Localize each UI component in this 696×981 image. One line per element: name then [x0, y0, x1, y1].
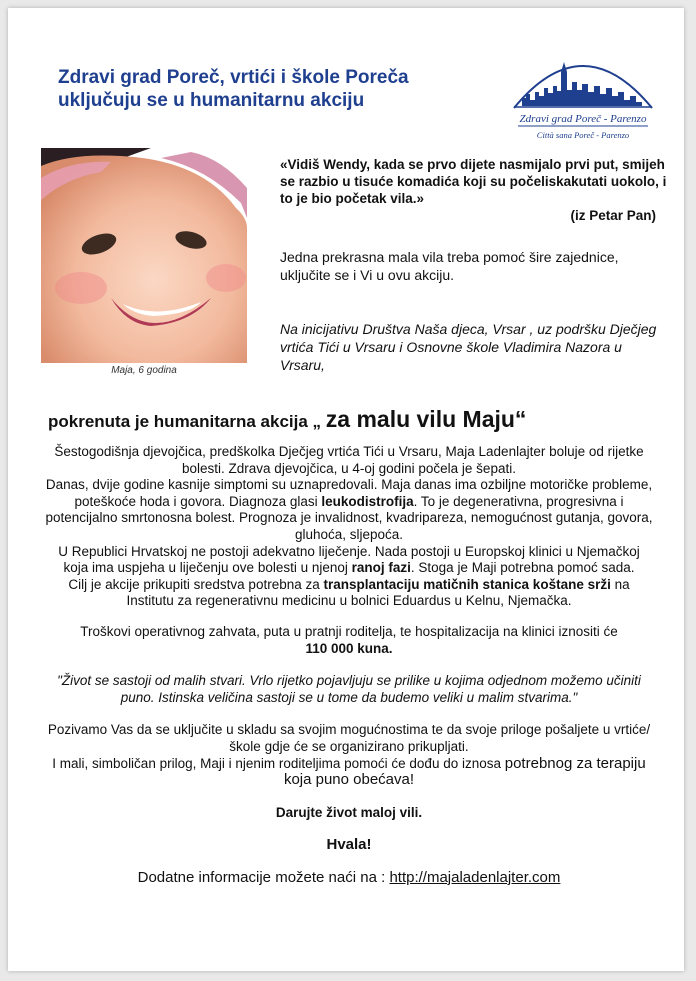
quote-text: «Vidiš Wendy, kada se prvo dijete nasmijalo prvi put, smijeh se razbio u tisuće komadića koji su počeliskakutati uokolo, i to je bio početak vila.» — [280, 157, 667, 206]
treatment-term: transplantaciju matičnih stanica koštane srži — [323, 576, 611, 592]
body-sentence: . Stoga je Maji potrebna pomoć sada. — [410, 560, 635, 576]
body-sentence: Danas, dvije godine kasnije simptomi su uznapredovali. Maja danas ima ozbiljne motoričke probleme, poteškoće hoda i govora. Diagnoza glasi — [45, 477, 653, 509]
therapy-text: potrebnog za terapiju koja puno obećava! — [283, 754, 646, 789]
cost-text: Troškovi operativnog zahvata, puta u pratnji roditelja, te hospitalizacija na klinici iznositi će — [80, 623, 618, 639]
photo-caption: Maja, 6 godina — [111, 365, 177, 376]
logo-line-2: Città sana Poreč - Parenzo — [536, 130, 630, 140]
poster-page — [8, 8, 684, 971]
donate-slogan: Darujte život maloj vili. — [275, 804, 423, 820]
cost-amount: 110 000 kuna. — [305, 640, 393, 656]
logo-line-1: Zdravi grad Poreč - Parenzo — [519, 113, 647, 125]
body-sentence: Šestogodišnja djevojčica, predškolka Dječjeg vrtića Tići u Vrsaru, Maja Ladenlajter boluje od rijetke bolesti. Zdrava djevojčica, u 4-oj godini počela je šepati. — [54, 444, 644, 476]
body-text — [44, 444, 654, 886]
more-info-text: Dodatne informacije možete naći na : — [137, 868, 390, 886]
invitation-text: Pozivamo Vas da se uključite u skladu sa svojim mogućnostima te da svoje priloge pošaljete u vrtiće/škole gdje će se organizirano prikupljati. — [47, 722, 651, 754]
diagnosis-term: leukodistrofija — [321, 493, 414, 509]
donation-text: I mali, simboličan prilog, Maji i njenim roditeljima pomoći će dođu do iznosa — [52, 755, 505, 771]
peter-pan-quote — [280, 156, 670, 224]
life-quote: "Život se sastoji od malih stvari. Vrlo rijetko pojavljuju se prilike u kojima odjednom možemo učiniti puno. Istinska veličina sastoji se u tome da budemo veliki u malim stvarima." — [57, 673, 641, 705]
body-paragraph — [44, 444, 654, 610]
body-sentence: U Republici Hrvatskoj ne postoji adekvatno liječenje. Nada postoji u Europskoj klinici u Njemačkoj koja ima uspjeha u liječenju ove bolesti u njenoj — [58, 543, 640, 576]
headline-part-2: za malu vilu Maju“ — [325, 406, 527, 432]
body-sentence: Cilj je akcije prikupiti sredstva potrebna za — [68, 576, 324, 592]
title-line-2: uključuju se u humanitarnu akciju — [58, 90, 365, 111]
quote-source: (iz Petar Pan) — [570, 208, 656, 223]
body-sentence: . To je degenerativna, progresivna i potencijalno smrtonosna bolest. Prognoza je invalidnost, kvadripareza, nemogućnost gutanja, govora, gluhoća, sljepoća. — [45, 493, 653, 542]
body-sentence: na Institutu za regenerativnu medicinu u bolnici Eduardus u Kelnu, Njemačka. — [126, 576, 630, 609]
intro-paragraph: Jedna prekrasna mala vila treba pomoć šire zajednice, uključite se i Vi u ovu akciju. — [280, 249, 619, 283]
invitation-paragraph — [44, 722, 654, 788]
campaign-headline — [48, 406, 688, 433]
title-line-1: Zdravi grad Poreč, vrtići i škole Poreča — [58, 67, 409, 88]
page-title — [58, 66, 478, 112]
early-phase-term: ranoj fazi — [351, 560, 411, 576]
initiative-paragraph: Na inicijativu Društva Naša djeca, Vrsar , uz podršku Dječjeg vrtića Tići u Vrsaru i Osnovne škole Vladimira Nazora u Vrsaru, — [280, 321, 657, 373]
thanks-text: Hvala! — [326, 836, 372, 854]
child-photo — [41, 148, 247, 363]
headline-part-1: pokrenuta je humanitarna akcija „ — [48, 412, 326, 431]
healthy-city-logo — [508, 46, 658, 146]
website-link[interactable]: http://majaladenlajter.com — [389, 868, 561, 886]
cost-paragraph — [44, 624, 654, 657]
more-info-line — [44, 870, 654, 887]
